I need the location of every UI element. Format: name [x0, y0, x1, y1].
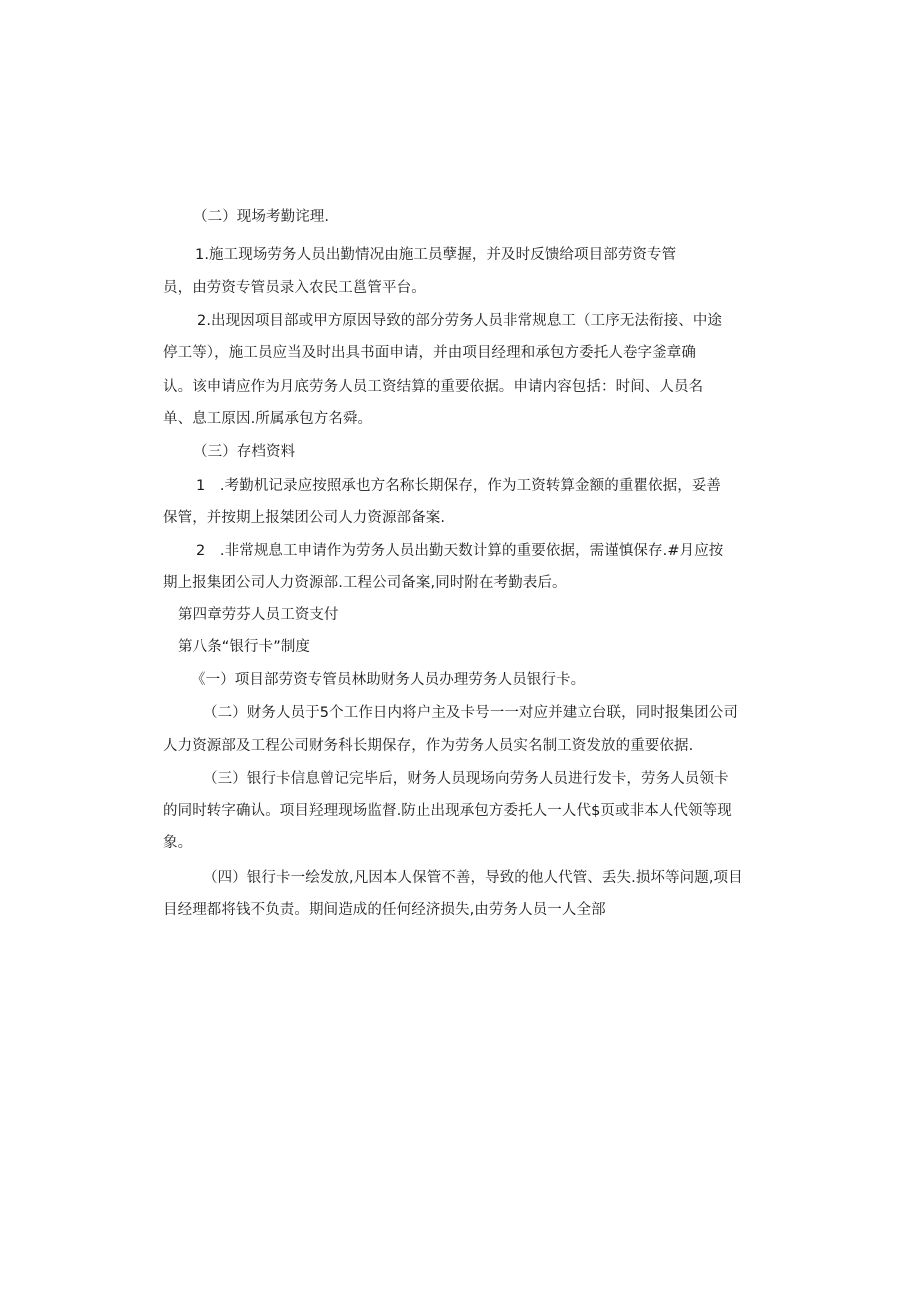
- chapter-heading: 第四章劳芬人员工资支付: [178, 607, 339, 623]
- section-heading-attendance: （二）现场考勤诧理.: [193, 209, 330, 225]
- paragraph-line: （四）银行卡一绘发放,凡因本人保管不善，导致的他人代管、丢失.损坏等问题,项目: [203, 870, 743, 886]
- paragraph-line: 员，由劳资专管员录入农民工邕管平台。: [163, 280, 426, 296]
- paragraph-line: 1.施工现场劳务人员出勤情况由施工员孽握，并及时反馈给项目部劳资专管: [195, 247, 677, 263]
- paragraph-line: 期上报集团公司人力资源部.工程公司备案,同时附在考勤表后。: [163, 575, 567, 591]
- section-heading-archive: （三）存档资料: [193, 444, 296, 460]
- paragraph-line: 的同时转字确认。项目羟理现场监督.防止出现承包方委托人一人代$页或非本人代领等现: [163, 803, 732, 819]
- paragraph-line: 保管，并按期上报桀团公司人力资源部备案.: [163, 510, 446, 526]
- paragraph-line: （二）财务人员于5个工作日内将户主及卡号一一对应并建立台联，同时报集团公司: [203, 705, 738, 721]
- paragraph-line: （三）银行卡信息曾记完毕后，财务人员现场向劳务人员进行发卡，劳务人员领卡: [203, 771, 729, 787]
- paragraph-line: 认。该申请应作为月底劳务人员工资结算的重要依据。申请内容包括：时间、人员名: [163, 379, 704, 395]
- paragraph-line: 单、息工原因.所属承包方名舜。: [163, 411, 373, 427]
- paragraph-line: 1 .考勤机记录应按照承也方名称长期保存，作为工资转算金额的重瞿依据，妥善: [196, 478, 722, 494]
- paragraph-line: 象。: [163, 835, 193, 851]
- paragraph-line: 停工等），施工员应当及时出具书面申请，并由项目经理和承包方委托人卷字釜章确: [163, 345, 696, 361]
- paragraph-line: 目经理都将钱不负责。期间造成的任何经济损失,由劳务人员一人全部: [163, 902, 606, 918]
- paragraph-line: 2.出现因项目部或甲方原因导致的部分劳务人员非常规息工（工序无法衔接、中途: [197, 313, 723, 329]
- paragraph-line: 2 .非常规息工申请作为劳务人员出勤天数计算的重要依据，需谨慎保存.#月应按: [196, 543, 724, 559]
- paragraph-line: 《一）项目部劳资专管员林助财务人员办理劳务人员银行卡。: [191, 672, 586, 688]
- paragraph-line: 人力资源部及工程公司财务科长期保存，作为劳务人员实名制工资发放的重要依据.: [163, 738, 694, 754]
- article-heading: 第八条“银行卡”制度: [178, 639, 311, 655]
